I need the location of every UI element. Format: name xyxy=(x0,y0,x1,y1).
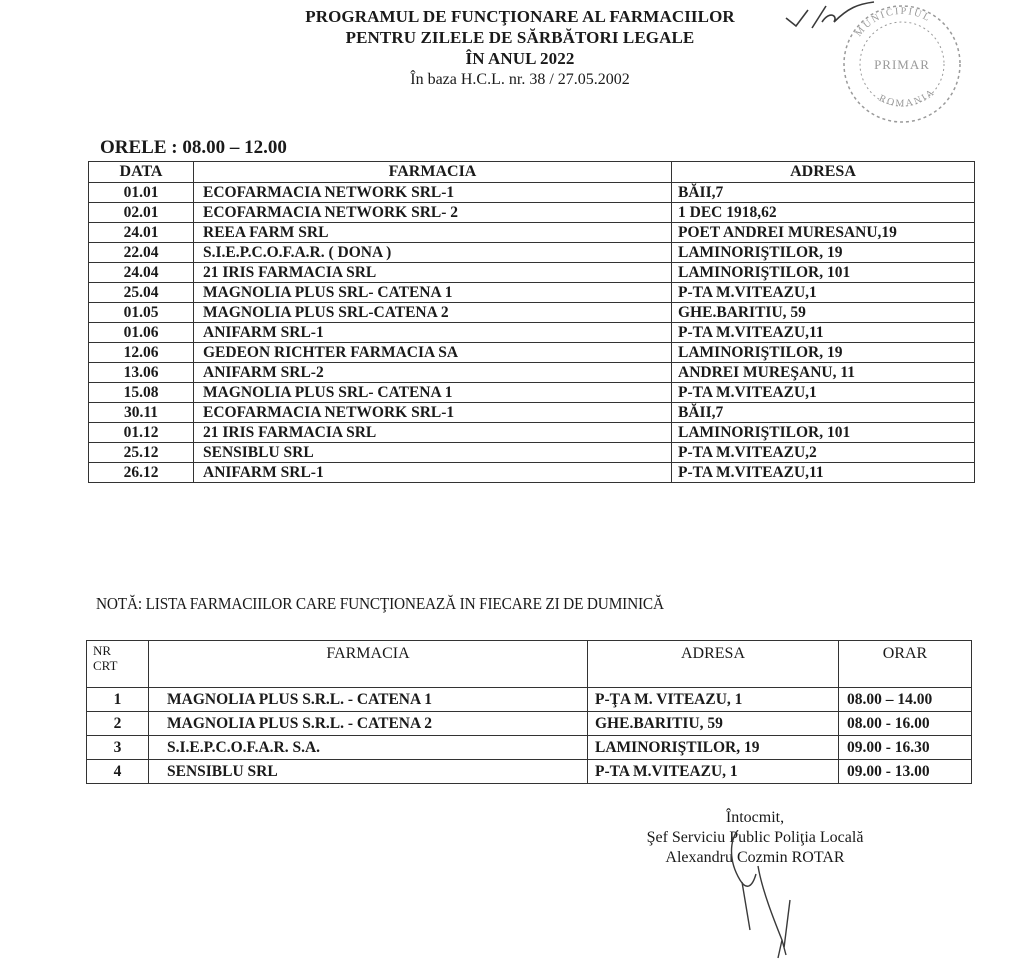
row-address: LAMINORIŞTILOR, 101 xyxy=(672,423,975,443)
svg-text:MUNICIPIUL xyxy=(853,6,933,39)
row-address: P-ŢA M. VITEAZU, 1 xyxy=(588,688,839,712)
row-date: 13.06 xyxy=(89,363,194,383)
row-date: 24.04 xyxy=(89,263,194,283)
row-pharmacy: MAGNOLIA PLUS SRL- CATENA 1 xyxy=(194,383,672,403)
column-header-pharmacy: FARMACIA xyxy=(149,641,588,688)
row-number: 3 xyxy=(87,736,149,760)
official-stamp xyxy=(830,2,975,132)
table-row xyxy=(87,736,972,760)
row-date: 26.12 xyxy=(89,463,194,483)
row-address: GHE.BARITIU, 59 xyxy=(588,712,839,736)
row-address: P-TA M.VITEAZU,11 xyxy=(672,323,975,343)
title-line-3: ÎN ANUL 2022 xyxy=(465,49,575,68)
row-address: GHE.BARITIU, 59 xyxy=(672,303,975,323)
row-date: 01.01 xyxy=(89,183,194,203)
row-pharmacy: SENSIBLU SRL xyxy=(149,760,588,784)
title-line-1: PROGRAMUL DE FUNCŢIONARE AL FARMACIILOR xyxy=(305,7,735,26)
table-row xyxy=(89,403,975,423)
row-pharmacy: S.I.E.P.C.O.F.A.R. ( DONA ) xyxy=(194,243,672,263)
row-hours: 09.00 - 16.30 xyxy=(839,736,972,760)
table-row xyxy=(89,303,975,323)
row-address: P-TA M.VITEAZU,2 xyxy=(672,443,975,463)
column-header-pharmacy: FARMACIA xyxy=(194,162,672,183)
row-pharmacy: ECOFARMACIA NETWORK SRL- 2 xyxy=(194,203,672,223)
title-line-2: PENTRU ZILELE DE SĂRBĂTORI LEGALE xyxy=(345,28,695,47)
holiday-hours-label: ORELE : 08.00 – 12.00 xyxy=(100,137,287,158)
table-row xyxy=(87,760,972,784)
row-number: 1 xyxy=(87,688,149,712)
row-address: LAMINORIŞTILOR, 19 xyxy=(672,343,975,363)
row-pharmacy: ANIFARM SRL-2 xyxy=(194,363,672,383)
stamp-ring-top: MUNICIPIUL xyxy=(853,5,934,39)
row-address: P-TA M.VITEAZU,1 xyxy=(672,383,975,403)
row-pharmacy: GEDEON RICHTER FARMACIA SA xyxy=(194,343,672,363)
row-date: 25.04 xyxy=(89,283,194,303)
row-address: P-TA M.VITEAZU,1 xyxy=(672,283,975,303)
table-row xyxy=(89,203,975,223)
column-header-date: DATA xyxy=(89,162,194,183)
row-date: 01.05 xyxy=(89,303,194,323)
signature-prepared-by: Întocmit, xyxy=(725,809,785,826)
row-pharmacy: SENSIBLU SRL xyxy=(194,443,672,463)
column-header-nr-line2: CRT xyxy=(93,658,118,673)
row-pharmacy: 21 IRIS FARMACIA SRL xyxy=(194,423,672,443)
row-address: P-TA M.VITEAZU,11 xyxy=(672,463,975,483)
row-address: BĂII,7 xyxy=(672,183,975,203)
row-date: 01.06 xyxy=(89,323,194,343)
stamp-ring-bottom: ROMANIA xyxy=(877,86,938,110)
table-row xyxy=(89,463,975,483)
row-date: 12.06 xyxy=(89,343,194,363)
table-row xyxy=(89,323,975,343)
row-address: 1 DEC 1918,62 xyxy=(672,203,975,223)
row-date: 24.01 xyxy=(89,223,194,243)
row-pharmacy: ECOFARMACIA NETWORK SRL-1 xyxy=(194,403,672,423)
row-number: 4 xyxy=(87,760,149,784)
row-address: P-TA M.VITEAZU, 1 xyxy=(588,760,839,784)
table-row xyxy=(89,363,975,383)
row-pharmacy: ANIFARM SRL-1 xyxy=(194,323,672,343)
row-date: 02.01 xyxy=(89,203,194,223)
row-address: LAMINORIŞTILOR, 19 xyxy=(588,736,839,760)
row-pharmacy: ECOFARMACIA NETWORK SRL-1 xyxy=(194,183,672,203)
row-date: 25.12 xyxy=(89,443,194,463)
table-row xyxy=(87,688,972,712)
table-row xyxy=(89,443,975,463)
row-pharmacy: REEA FARM SRL xyxy=(194,223,672,243)
signature-title: Şef Serviciu Public Poliţia Locală xyxy=(646,829,864,846)
legal-basis: În baza H.C.L. nr. 38 / 27.05.2002 xyxy=(410,71,630,88)
row-date: 01.12 xyxy=(89,423,194,443)
row-address: POET ANDREI MURESANU,19 xyxy=(672,223,975,243)
row-pharmacy: MAGNOLIA PLUS SRL-CATENA 2 xyxy=(194,303,672,323)
document-header xyxy=(200,6,840,90)
sunday-pharmacies-table xyxy=(86,640,972,784)
table-row xyxy=(87,712,972,736)
row-hours: 08.00 - 16.00 xyxy=(839,712,972,736)
handwritten-signature xyxy=(700,830,810,960)
sunday-note: NOTĂ: LISTA FARMACIILOR CARE FUNCŢIONEAZĂ IN FIECARE ZI DE DUMINICĂ xyxy=(96,594,664,613)
signature-name: Alexandru Cozmin ROTAR xyxy=(665,849,845,866)
row-pharmacy: MAGNOLIA PLUS S.R.L. - CATENA 2 xyxy=(149,712,588,736)
table-row xyxy=(89,223,975,243)
table-row xyxy=(89,423,975,443)
row-pharmacy: 21 IRIS FARMACIA SRL xyxy=(194,263,672,283)
row-address: BĂII,7 xyxy=(672,403,975,423)
row-hours: 09.00 - 13.00 xyxy=(839,760,972,784)
row-address: LAMINORIŞTILOR, 101 xyxy=(672,263,975,283)
column-header-nr xyxy=(87,641,149,688)
row-hours: 08.00 – 14.00 xyxy=(839,688,972,712)
column-header-address: ADRESA xyxy=(672,162,975,183)
column-header-hours: ORAR xyxy=(839,641,972,688)
column-header-nr-line1: NR xyxy=(93,643,112,658)
row-number: 2 xyxy=(87,712,149,736)
row-pharmacy: MAGNOLIA PLUS SRL- CATENA 1 xyxy=(194,283,672,303)
table-row xyxy=(89,283,975,303)
row-date: 30.11 xyxy=(89,403,194,423)
row-pharmacy: ANIFARM SRL-1 xyxy=(194,463,672,483)
column-header-address: ADRESA xyxy=(588,641,839,688)
table-row xyxy=(89,383,975,403)
table-row xyxy=(89,243,975,263)
holiday-schedule-table xyxy=(88,161,975,483)
table-header-row xyxy=(87,641,972,688)
table-row xyxy=(89,183,975,203)
table-row xyxy=(89,263,975,283)
row-address: ANDREI MUREŞANU, 11 xyxy=(672,363,975,383)
svg-text:ROMANIA xyxy=(877,86,938,109)
stamp-center-text: PRIMAR xyxy=(874,57,930,72)
table-row xyxy=(89,343,975,363)
row-pharmacy: MAGNOLIA PLUS S.R.L. - CATENA 1 xyxy=(149,688,588,712)
row-date: 22.04 xyxy=(89,243,194,263)
table-header-row xyxy=(89,162,975,183)
row-pharmacy: S.I.E.P.C.O.F.A.R. S.A. xyxy=(149,736,588,760)
row-date: 15.08 xyxy=(89,383,194,403)
row-address: LAMINORIŞTILOR, 19 xyxy=(672,243,975,263)
